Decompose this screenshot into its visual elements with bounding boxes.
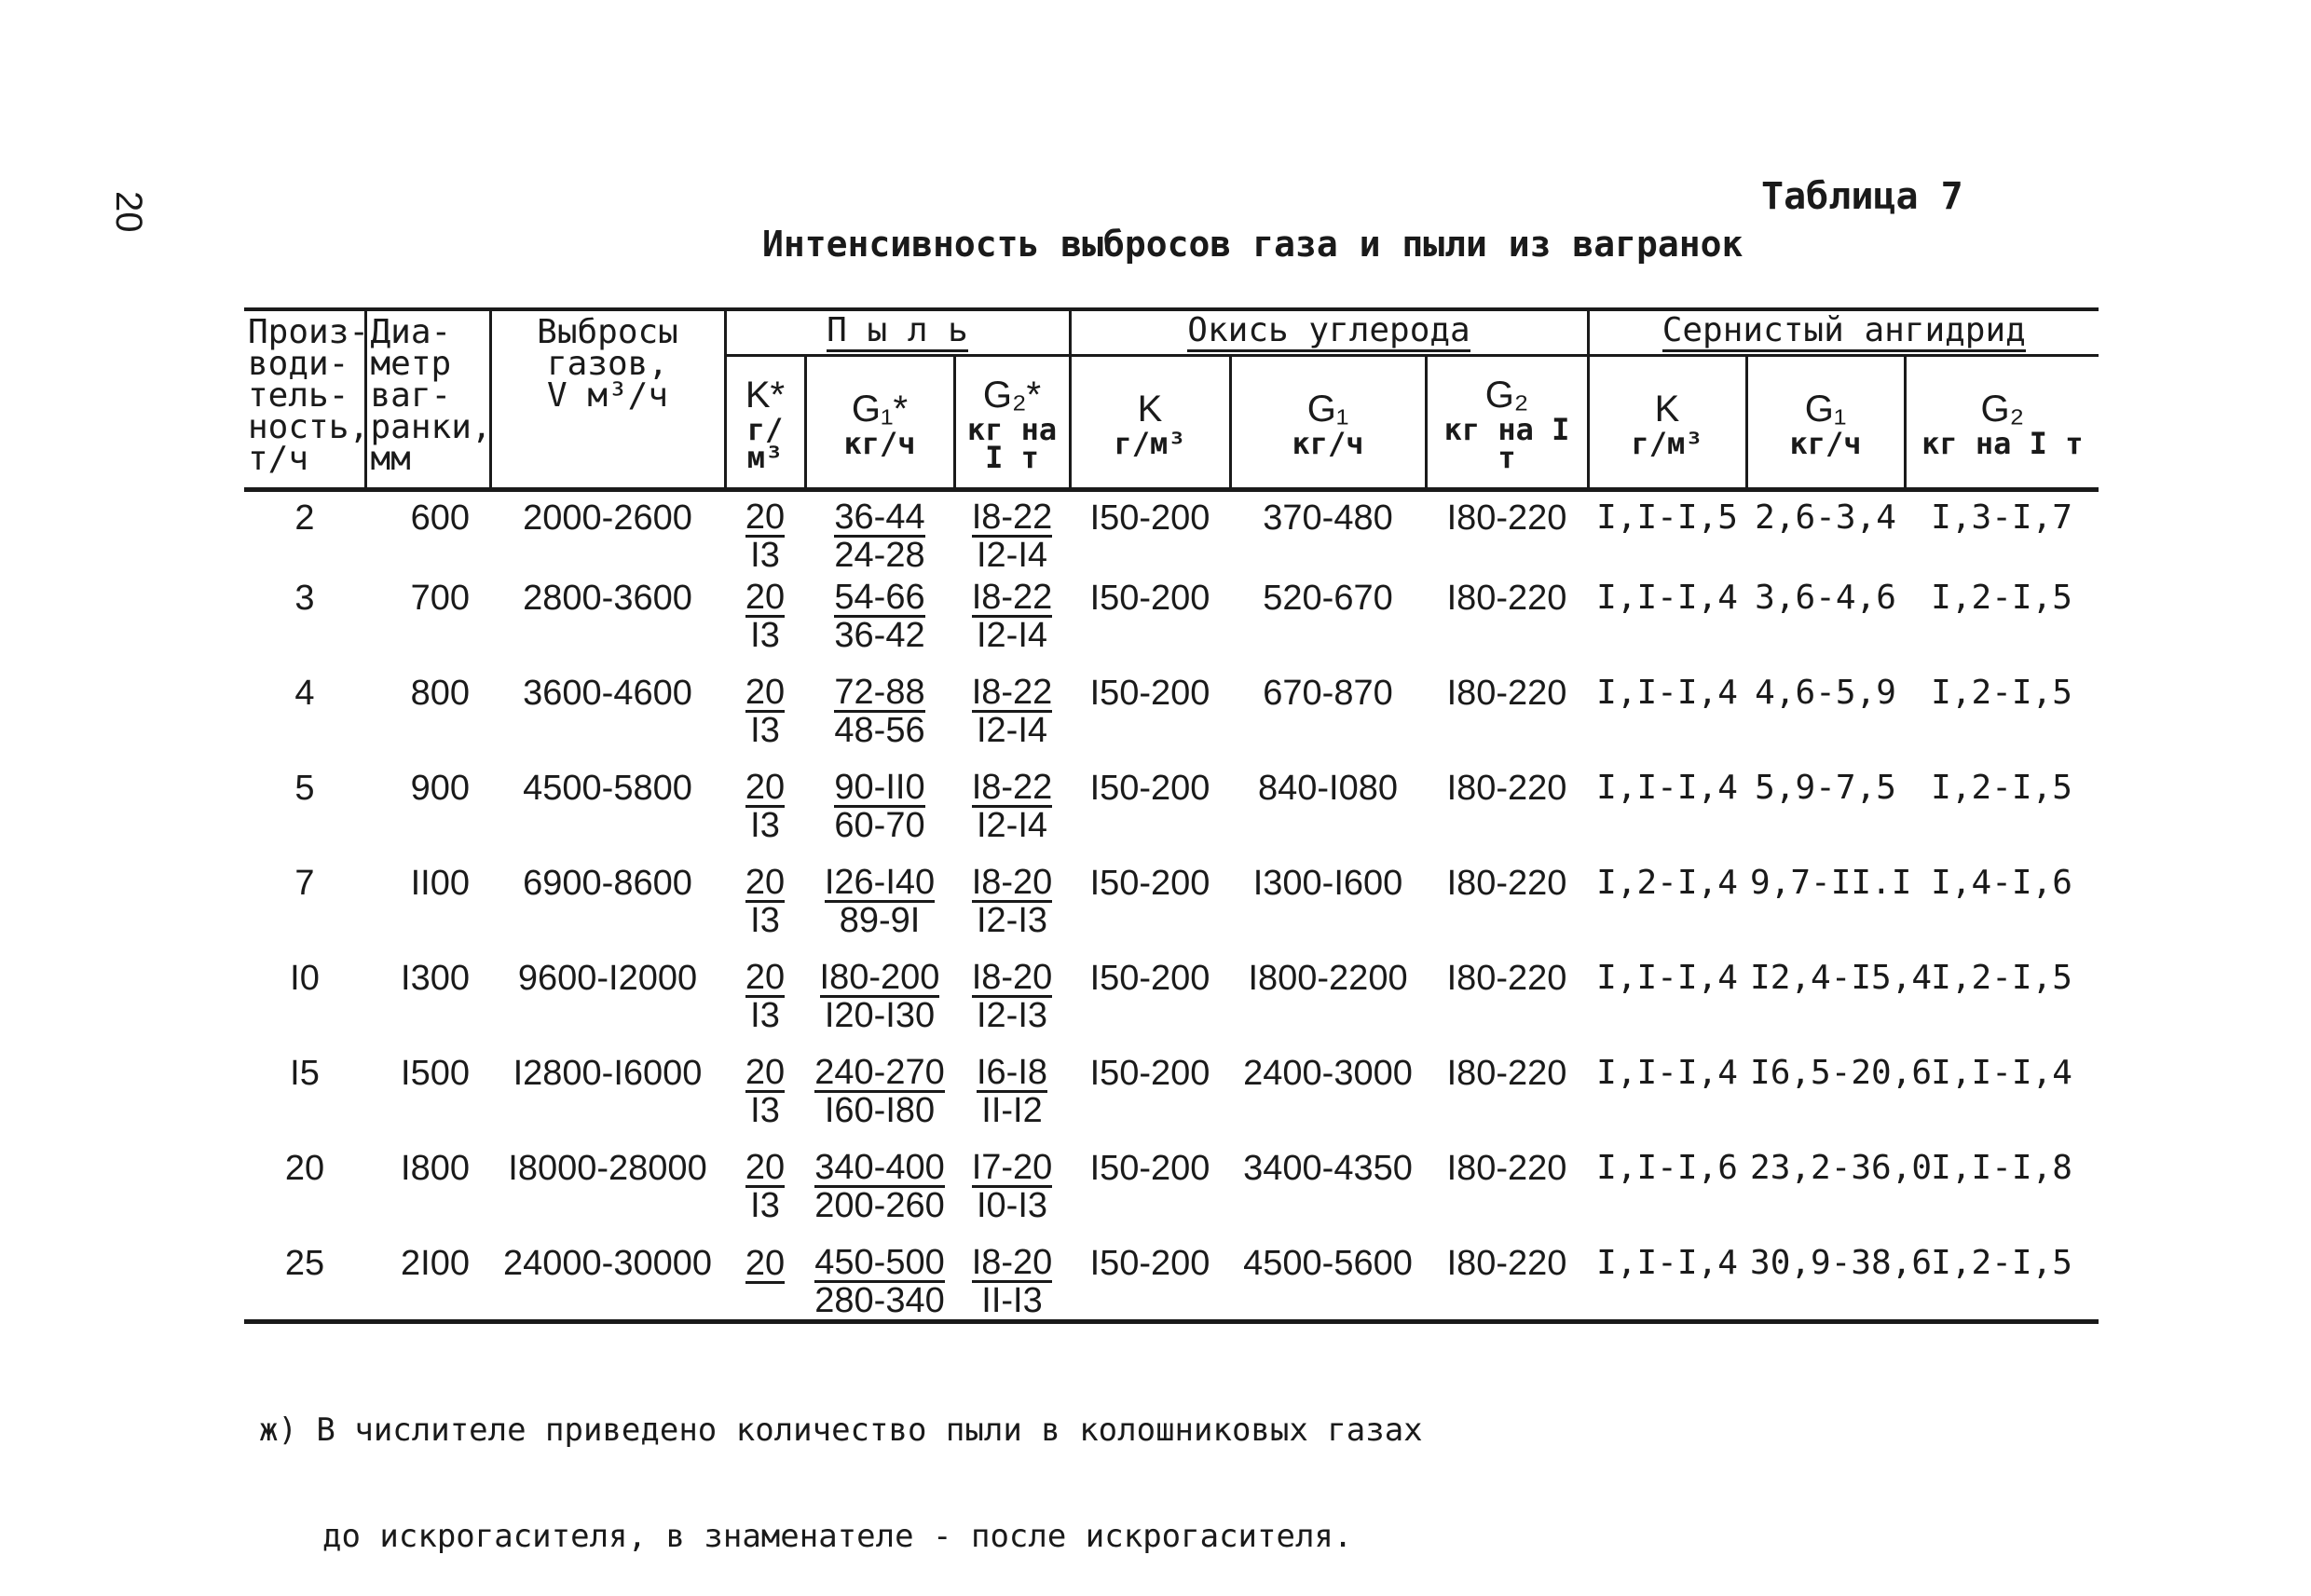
cell-dust-g1-denominator: 36-42 (834, 616, 925, 655)
cell-dust-g2-numerator: I8-22 (971, 673, 1053, 712)
emissions-table (244, 307, 2099, 1324)
cell-co-g2: I80-220 (1446, 498, 1567, 538)
cell-so2-k: I,I-I,4 (1596, 579, 1738, 617)
cell-dust-g2 (954, 669, 1070, 764)
cell-dust-g2-numerator: I8-22 (971, 578, 1053, 617)
table-row (244, 1144, 2099, 1239)
table-row (244, 764, 2099, 859)
cell-dust-g2 (954, 859, 1070, 954)
cell-dust-g2-denominator: I2-I4 (976, 711, 1048, 750)
cell-gas-volume: 2000-2600 (523, 498, 692, 538)
cell-co-g1: 520-670 (1263, 579, 1393, 618)
cell-so2-k: I,I-I,6 (1596, 1149, 1738, 1187)
cell-dust-g1-denominator: 60-70 (834, 806, 925, 845)
cell-so2-g1: 4,6-5,9 (1755, 674, 1896, 712)
cell-dust-g1-numerator: 90-II0 (834, 768, 925, 807)
cell-dust-k-denominator: I3 (750, 616, 780, 655)
cell-diameter: I800 (401, 1149, 470, 1188)
cell-dust-g2-denominator: II-I3 (981, 1281, 1043, 1320)
cell-co-g2: I80-220 (1446, 959, 1567, 998)
table-row (244, 1239, 2099, 1322)
cell-productivity: 7 (294, 864, 315, 903)
cell-dust-g2-denominator: I2-I3 (976, 996, 1048, 1035)
cell-diameter: 700 (410, 579, 470, 618)
cell-so2-g1: 2,6-3,4 (1755, 498, 1896, 537)
cell-dust-g1-numerator: 72-88 (834, 673, 925, 712)
cell-dust-g1 (805, 1049, 954, 1144)
cell-dust-g1-numerator: 54-66 (834, 578, 925, 617)
cell-so2-g1: 9,7-II.I (1750, 864, 1912, 902)
cell-dust-g1-numerator: 340-400 (814, 1148, 945, 1187)
cell-co-g1: I300-I600 (1252, 864, 1403, 903)
cell-dust-g2-denominator: I2-I4 (976, 806, 1048, 845)
cell-co-g1: I800-2200 (1248, 959, 1408, 998)
table-row (244, 859, 2099, 954)
cell-dust-g2 (954, 490, 1070, 575)
cell-so2-g1: 3,6-4,6 (1755, 579, 1896, 617)
cell-dust-g1-numerator: 450-500 (814, 1243, 945, 1282)
cell-co-k: I50-200 (1089, 498, 1210, 538)
cell-dust-g2-numerator: I7-20 (971, 1148, 1053, 1187)
cell-dust-g2-numerator: I8-22 (971, 498, 1053, 537)
cell-dust-g2-denominator: I0-I3 (976, 1186, 1048, 1225)
cell-dust-k-denominator: I3 (750, 536, 780, 575)
cell-gas-volume: 4500-5800 (523, 769, 692, 808)
table-row (244, 1049, 2099, 1144)
cell-dust-k-denominator: I3 (750, 1186, 780, 1225)
table-title: Интенсивность выбросов газа и пыли из вагранок (762, 224, 1744, 265)
cell-dust-g2-denominator: I2-I4 (976, 616, 1048, 655)
cell-dust-g1 (805, 1239, 954, 1322)
cell-co-k: I50-200 (1089, 579, 1210, 618)
cell-dust-g2 (954, 1144, 1070, 1239)
cell-co-k: I50-200 (1089, 959, 1210, 998)
cell-dust-g2-denominator: II-I2 (981, 1091, 1043, 1130)
cell-dust-g1-numerator: 36-44 (834, 498, 925, 537)
cell-gas-volume: 2800-3600 (523, 579, 692, 618)
cell-diameter: I500 (401, 1054, 470, 1093)
cell-dust-k-numerator: 20 (745, 578, 786, 617)
cell-co-k: I50-200 (1089, 1149, 1210, 1188)
cell-dust-g1 (805, 954, 954, 1049)
cell-gas-volume: 9600-I2000 (517, 959, 698, 998)
cell-co-g1: 2400-3000 (1243, 1054, 1413, 1093)
cell-so2-k: I,I-I,5 (1596, 498, 1738, 537)
cell-diameter: II00 (410, 864, 470, 903)
cell-co-g2: I80-220 (1446, 864, 1567, 903)
cell-so2-k: I,I-I,4 (1596, 769, 1738, 807)
cell-dust-g1 (805, 669, 954, 764)
cell-co-k: I50-200 (1089, 864, 1210, 903)
cell-dust-k-denominator: I3 (750, 1091, 780, 1130)
cell-dust-k (725, 764, 805, 859)
cell-productivity: 2 (294, 498, 315, 538)
cell-so2-g2: I,2-I,5 (1931, 769, 2072, 807)
cell-so2-g2: I,I-I,4 (1931, 1054, 2072, 1092)
cell-dust-k-numerator: 20 (745, 863, 786, 902)
cell-co-g1: 670-870 (1263, 674, 1393, 713)
cell-so2-k: I,I-I,4 (1596, 674, 1738, 712)
cell-dust-g1-numerator: I26-I40 (824, 863, 936, 902)
header-group-dust: П ы л ь (725, 309, 1070, 356)
header-group-so2: Сернистый ангидрид (1588, 309, 2099, 356)
cell-dust-k-numerator: 20 (745, 673, 786, 712)
cell-dust-g2 (954, 764, 1070, 859)
cell-diameter: 900 (410, 769, 470, 808)
cell-dust-g1-denominator: 89-9I (839, 901, 921, 940)
cell-so2-k: I,I-I,4 (1596, 959, 1738, 997)
cell-dust-g2-numerator: I6-I8 (976, 1053, 1048, 1092)
cell-productivity: I0 (290, 959, 320, 998)
cell-dust-g1-denominator: 24-28 (834, 536, 925, 575)
cell-so2-g1: 23,2-36,0 (1750, 1149, 1933, 1187)
cell-dust-g1-denominator: 200-260 (814, 1186, 945, 1225)
header-productivity: Произ- води- тель- ность, т/ч (244, 309, 365, 490)
cell-so2-g1: 5,9-7,5 (1755, 769, 1896, 807)
cell-dust-g2 (954, 1239, 1070, 1322)
cell-dust-g1 (805, 764, 954, 859)
cell-dust-g1 (805, 574, 954, 669)
cell-dust-g1 (805, 1144, 954, 1239)
footnote-line-1: ж) В числителе приведено количество пыли в колошниковых газах (259, 1412, 1423, 1449)
cell-diameter: I300 (401, 959, 470, 998)
cell-diameter: 2I00 (365, 1239, 490, 1322)
subheader: G₁ кг/ч (1230, 356, 1426, 490)
cell-co-k: I50-200 (1089, 674, 1210, 713)
cell-productivity: I5 (290, 1054, 320, 1093)
subheader: G₂ кг на I т (1426, 356, 1588, 490)
cell-dust-g2-denominator: I2-I3 (976, 901, 1048, 940)
cell-so2-g1: 30,9-38,6 (1746, 1239, 1905, 1322)
table-row (244, 669, 2099, 764)
subheader: G₂* кг на I т (954, 356, 1070, 490)
subheader: G₂ кг на I т (1905, 356, 2099, 490)
subheader: K г/м³ (1588, 356, 1746, 490)
cell-dust-g1-numerator: I80-200 (819, 958, 940, 997)
header-group-co: Окись углерода (1070, 309, 1588, 356)
cell-so2-k: I,I-I,4 (1588, 1239, 1746, 1322)
subheader: G₁* кг/ч (805, 356, 954, 490)
cell-gas-volume: 3600-4600 (523, 674, 692, 713)
cell-co-g1: 3400-4350 (1243, 1149, 1413, 1188)
header-diameter: Диа- метр ваг- ранки, мм (365, 309, 490, 490)
cell-dust-k (725, 669, 805, 764)
subheader: K г/м³ (1070, 356, 1230, 490)
cell-co-g1: 370-480 (1263, 498, 1393, 538)
cell-so2-g2: I,2-I,5 (1931, 959, 2072, 997)
cell-productivity: 3 (294, 579, 315, 618)
cell-dust-k (725, 1049, 805, 1144)
cell-co-g2: I80-220 (1446, 1054, 1567, 1093)
cell-gas-volume: 24000-30000 (490, 1239, 725, 1322)
cell-so2-k: I,I-I,4 (1596, 1054, 1738, 1092)
cell-so2-g2: I,I-I,8 (1931, 1149, 2072, 1187)
cell-dust-k-numerator: 20 (745, 498, 786, 537)
cell-diameter: 600 (410, 498, 470, 538)
cell-so2-g2: I,4-I,6 (1931, 864, 2072, 902)
cell-so2-g2: I,2-I,5 (1905, 1239, 2099, 1322)
cell-co-g2: I80-220 (1426, 1239, 1588, 1322)
cell-co-g2: I80-220 (1446, 1149, 1567, 1188)
cell-co-g2: I80-220 (1446, 579, 1567, 618)
cell-gas-volume: I2800-I6000 (513, 1054, 703, 1093)
cell-so2-k: I,2-I,4 (1596, 864, 1738, 902)
cell-dust-k-numerator: 20 (745, 1148, 786, 1187)
cell-dust-g1-denominator: 48-56 (834, 711, 925, 750)
cell-dust-g2 (954, 1049, 1070, 1144)
cell-dust-k-numerator: 20 (745, 958, 786, 997)
table-body (244, 490, 2099, 1322)
cell-dust-k-denominator: I3 (750, 901, 780, 940)
subheader: K* г/м³ (725, 356, 805, 490)
cell-productivity: 5 (294, 769, 315, 808)
cell-co-g1: 4500-5600 (1230, 1239, 1426, 1322)
cell-so2-g2: I,3-I,7 (1931, 498, 2072, 537)
cell-productivity: 4 (294, 674, 315, 713)
cell-dust-g1-denominator: 280-340 (814, 1281, 945, 1320)
cell-dust-g2-numerator: I8-22 (971, 768, 1053, 807)
cell-co-g1: 840-I080 (1258, 769, 1399, 808)
cell-dust-g2-denominator: I2-I4 (976, 536, 1048, 575)
cell-dust-g1-denominator: I20-I30 (824, 996, 936, 1035)
cell-dust-k-denominator: I3 (750, 711, 780, 750)
table-label: Таблица 7 (1761, 175, 1963, 218)
cell-dust-k (725, 954, 805, 1049)
page-number: 20 (108, 191, 149, 233)
cell-dust-g1-numerator: 240-270 (814, 1053, 945, 1092)
cell-so2-g1: I2,4-I5,4 (1750, 959, 1933, 997)
cell-diameter: 800 (410, 674, 470, 713)
cell-dust-g2-numerator: I8-20 (971, 958, 1053, 997)
cell-co-g2: I80-220 (1446, 769, 1567, 808)
cell-dust-g2-numerator: I8-20 (971, 863, 1053, 902)
cell-dust-k-numerator: 20 (745, 1053, 786, 1092)
footnote-line-2: до искрогасителя, в знаменателе - после искрогасителя. (322, 1518, 1353, 1555)
cell-dust-k-denominator: I3 (750, 996, 780, 1035)
cell-so2-g2: I,2-I,5 (1931, 579, 2072, 617)
table-row (244, 490, 2099, 575)
cell-so2-g1: I6,5-20,6 (1750, 1054, 1933, 1092)
cell-gas-volume: I8000-28000 (508, 1149, 707, 1188)
cell-dust-g1-denominator: I60-I80 (824, 1091, 936, 1130)
cell-dust-k (725, 1144, 805, 1239)
table-row (244, 954, 2099, 1049)
cell-productivity: 25 (244, 1239, 365, 1322)
cell-dust-g2-numerator: I8-20 (971, 1243, 1053, 1282)
cell-dust-g1 (805, 859, 954, 954)
cell-dust-k (725, 490, 805, 575)
cell-dust-k (725, 1239, 805, 1322)
cell-dust-k-denominator: I3 (750, 806, 780, 845)
cell-co-k: I50-200 (1070, 1239, 1230, 1322)
cell-dust-k (725, 574, 805, 669)
cell-dust-g2 (954, 574, 1070, 669)
subheader: G₁ кг/ч (1746, 356, 1905, 490)
header-gas-emission: Выбросы газов, V м³/ч (490, 309, 725, 490)
cell-dust-g2 (954, 954, 1070, 1049)
cell-so2-g2: I,2-I,5 (1931, 674, 2072, 712)
cell-co-k: I50-200 (1089, 1054, 1210, 1093)
cell-co-g2: I80-220 (1446, 674, 1567, 713)
cell-productivity: 20 (284, 1149, 325, 1188)
cell-dust-k-numerator: 20 (745, 1244, 786, 1283)
cell-gas-volume: 6900-8600 (523, 864, 692, 903)
table-row (244, 574, 2099, 669)
cell-dust-k (725, 859, 805, 954)
cell-dust-g1 (805, 490, 954, 575)
cell-co-k: I50-200 (1089, 769, 1210, 808)
cell-dust-k-numerator: 20 (745, 768, 786, 807)
footnote (259, 1342, 1423, 1589)
